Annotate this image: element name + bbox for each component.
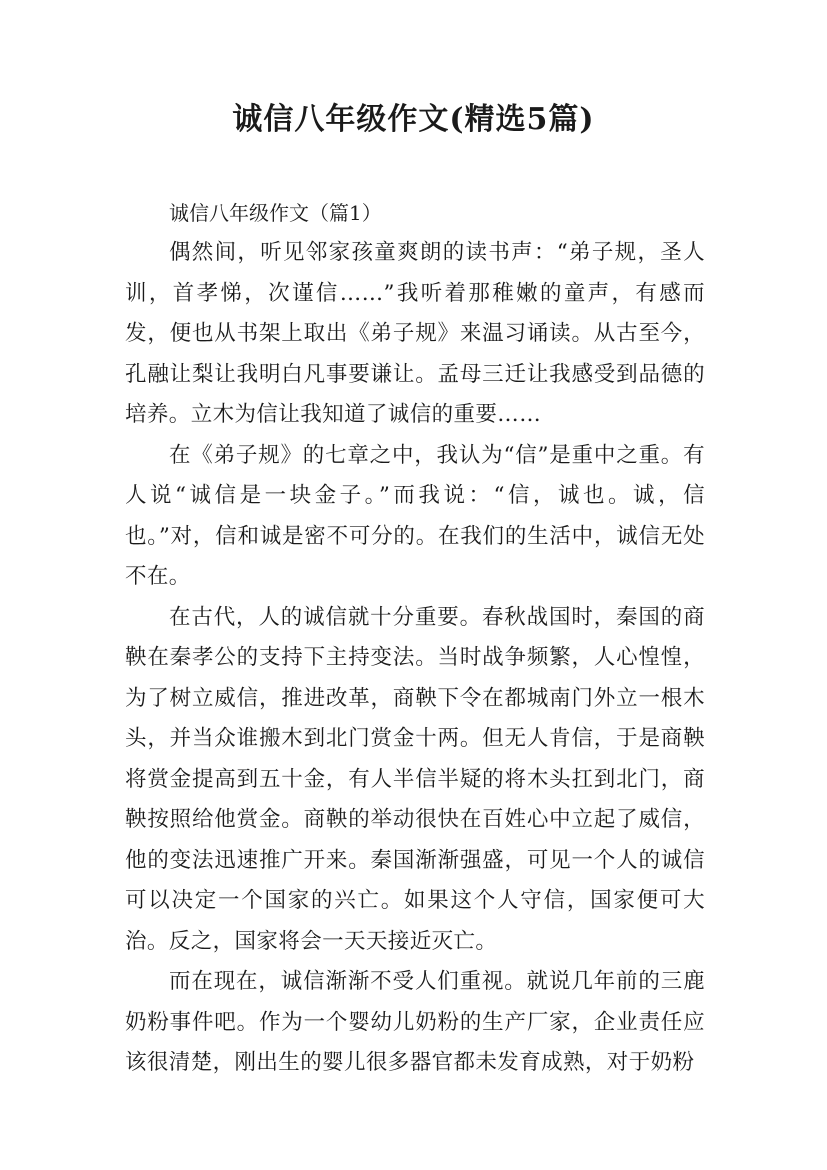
paragraph-2: 在《弟子规》的七章之中，我认为“信”是重中之重。有人说“诚信是一块金子。”而我说：“信，诚也。诚，信也。”对，信和诚是密不可分的。在我们的生活中，诚信无处不在。 — [125, 442, 705, 589]
paragraph-4: 而在现在，诚信渐渐不受人们重视。就说几年前的三鹿奶粉事件吧。作为一个婴幼儿奶粉的生产厂家，企业责任应该很清楚，刚出生的婴儿很多器官都未发育成熟，对于奶粉 — [125, 969, 705, 1075]
document-body — [125, 193, 705, 1084]
paragraph-1: 偶然间，听见邻家孩童爽朗的读书声：“弟子规，圣人训，首孝悌，次谨信……”我听着那稚嫩的童声，有感而发，便也从书架上取出《弟子规》来温习诵读。从古至今，孔融让梨让我明白凡事要谦让。孟母三迁让我感受到品德的培养。立木为信让我知道了诚信的重要…… — [125, 240, 705, 427]
section-heading: 诚信八年级作文（篇1） — [169, 201, 382, 225]
document-title: 诚信八年级作文(精选5篇) — [232, 102, 595, 137]
paragraph-3: 在古代，人的诚信就十分重要。春秋战国时，秦国的商鞅在秦孝公的支持下主持变法。当时战争频繁，人心惶惶，为了树立威信，推进改革，商鞅下令在都城南门外立一根木头，并当众谁搬木到北门赏金十两。但无人肯信，于是商鞅将赏金提高到五十金，有人半信半疑的将木头扛到北门，商鞅按照给他赏金。商鞅的举动很快在百姓心中立起了威信，他的变法迅速推广开来。秦国渐渐强盛，可见一个人的诚信可以决定一个国家的兴亡。如果这个人守信，国家便可大治。反之，国家将会一天天接近灭亡。 — [125, 604, 705, 954]
